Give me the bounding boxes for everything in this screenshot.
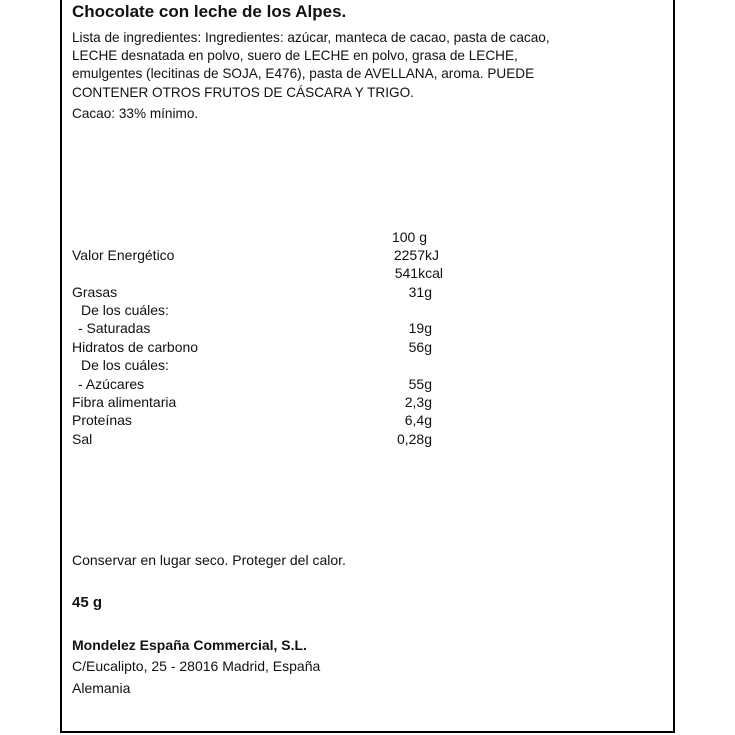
company-address: C/Eucalipto, 25 - 28016 Madrid, España <box>72 658 321 674</box>
ingredients-list <box>72 29 672 102</box>
nutrition-row <box>72 393 432 411</box>
nutrition-header <box>72 228 427 246</box>
nutrient-label: Grasas <box>72 284 118 300</box>
ingredients-line: Lista de ingredientes: Ingredientes: azúcar, manteca de cacao, pasta de cacao, <box>72 30 550 45</box>
ingredients-line: CONTENER OTROS FRUTOS DE CÁSCARA Y TRIGO. <box>72 84 414 100</box>
nutrition-row-energy-kcal <box>72 264 443 282</box>
energy-kcal: 541kcal <box>394 265 443 281</box>
nutrition-row <box>72 283 432 301</box>
company-name: Mondelez España Commercial, S.L. <box>72 637 307 653</box>
country-of-origin: Alemania <box>72 680 131 696</box>
nutrition-row <box>72 319 432 337</box>
nutrition-row <box>72 338 432 356</box>
nutrient-label: - Azúcares <box>78 376 145 392</box>
nutrition-row-energy <box>72 246 439 264</box>
nutrient-value: 55g <box>408 376 432 392</box>
nutrition-row <box>72 301 432 319</box>
storage-instructions: Conservar en lugar seco. Proteger del calor. <box>72 552 346 568</box>
ingredients-line: emulgentes (lecitinas de SOJA, E476), pasta de AVELLANA, aroma. PUEDE <box>72 66 535 82</box>
nutrient-value: 2,3g <box>404 394 432 410</box>
nutrient-value: 56g <box>408 339 432 355</box>
nutrition-row <box>72 430 432 448</box>
net-weight: 45 g <box>72 594 103 611</box>
nutrient-label: Proteínas <box>72 412 132 428</box>
nutrient-label: Sal <box>72 431 93 447</box>
energy-label: Valor Energético <box>72 247 175 263</box>
cacao-content: Cacao: 33% mínimo. <box>72 106 199 121</box>
nutrient-label: De los cuáles: <box>81 357 169 373</box>
nutrition-row <box>72 375 432 393</box>
nutrition-row <box>72 411 432 429</box>
ingredients-line: LECHE desnatada en polvo, suero de LECHE en polvo, grasa de LECHE, <box>72 48 518 64</box>
nutrient-label: De los cuáles: <box>81 302 169 318</box>
nutrition-row <box>72 356 432 374</box>
nutrient-label: Hidratos de carbono <box>72 339 199 355</box>
nutrient-value: 31g <box>408 284 432 300</box>
nutrient-value: 0,28g <box>396 431 432 447</box>
product-title: Chocolate con leche de los Alpes. <box>72 2 347 21</box>
nutrient-label: Fibra alimentaria <box>72 394 177 410</box>
energy-kj: 2257kJ <box>393 247 439 263</box>
nutrition-header-per: 100 g <box>391 229 427 245</box>
nutrient-value: 19g <box>408 320 432 336</box>
nutrient-label: - Saturadas <box>78 320 151 336</box>
nutrient-value: 6,4g <box>404 412 432 428</box>
